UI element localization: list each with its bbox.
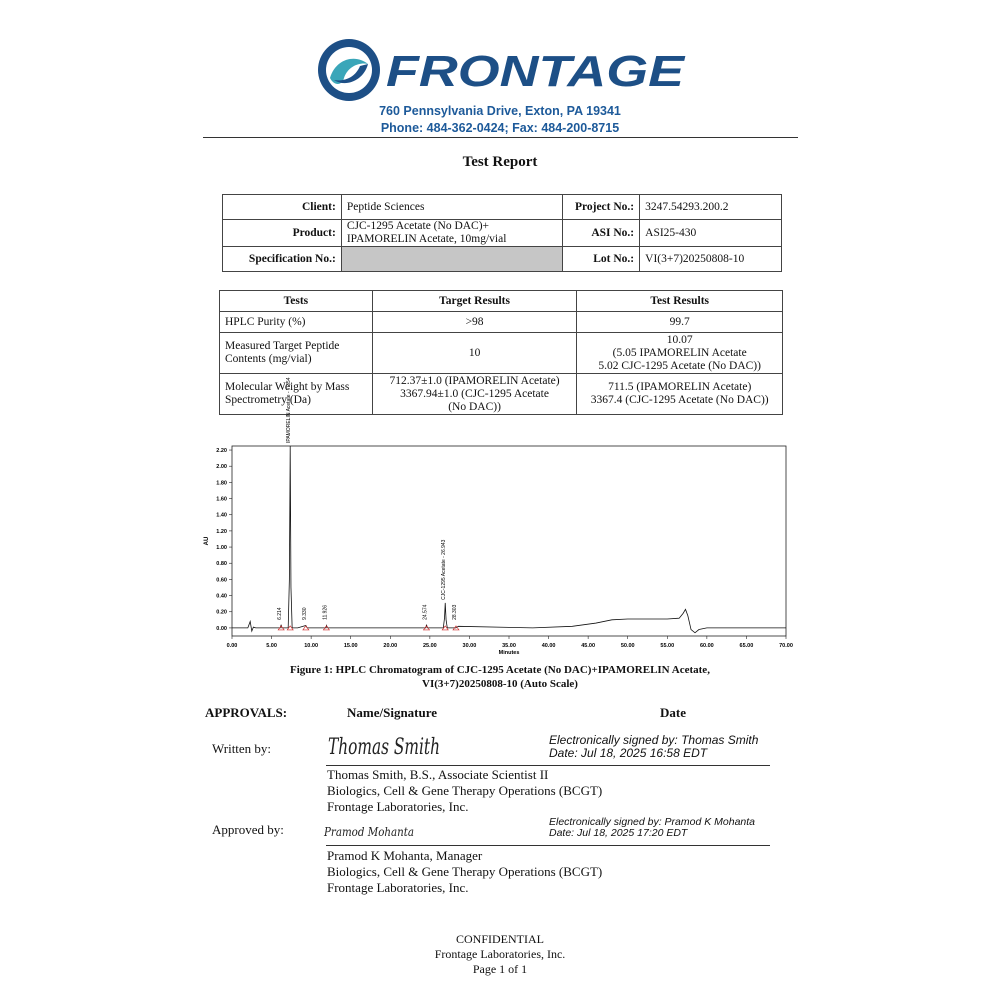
cell-line: 5.02 CJC-1295 Acetate (No DAC)) [598, 359, 761, 372]
cell-line: (No DAC)) [448, 400, 501, 413]
cell-line: 10.07 [666, 333, 693, 346]
x-tick-label: 35.00 [502, 643, 516, 649]
lot-value: VI(3+7)20250808-10 [640, 247, 782, 272]
project-label: Project No.: [563, 195, 640, 220]
x-tick-label: 60.00 [699, 643, 714, 649]
test-name-cell [220, 374, 373, 415]
client-label: Client: [223, 195, 342, 220]
report-title: Test Report [462, 154, 538, 170]
approved-by-label: Approved by: [212, 822, 284, 837]
spec-value [341, 247, 562, 272]
frontage-logo [316, 36, 688, 104]
peak-label: IPAMORELIN Acetate - 7.354 [286, 377, 293, 443]
cell-line: Contents (mg/vial) [225, 353, 312, 365]
x-tick-label: 0.00 [226, 643, 238, 649]
col-header-results: Test Results [577, 291, 783, 312]
cell-line: 712.37±1.0 (IPAMORELIN Acetate) [389, 374, 560, 387]
x-tick-label: 45.00 [581, 643, 596, 649]
x-tick-label: 15.00 [343, 643, 358, 649]
signature-text: Pramod Mohanta [323, 825, 414, 839]
project-value: 3247.54293.200.2 [640, 195, 782, 220]
peak-label: 6.214 [277, 607, 284, 620]
y-tick-label: 0.20 [216, 609, 227, 616]
x-tick-label: 10.00 [304, 643, 319, 649]
plot-frame [232, 446, 786, 636]
test-result-cell [577, 312, 783, 333]
cell-line: Measured Target Peptide [225, 340, 340, 352]
x-axis-label: Minutes [498, 650, 520, 656]
target-result-cell [372, 374, 577, 415]
cell-line: (5.05 IPAMORELIN Acetate [612, 346, 747, 359]
client-info-table [222, 194, 782, 272]
peak-label: 24.574 [422, 604, 429, 620]
signer-title: Pramod K Mohanta, Manager [327, 848, 483, 863]
test-results-table [219, 290, 783, 415]
signer-department: Biologics, Cell & Gene Therapy Operations (BCGT) [327, 783, 603, 798]
table-row [220, 333, 783, 374]
product-label: Product: [223, 220, 342, 247]
cell-line: Molecular Weight by Mass [225, 381, 350, 393]
col-header-tests: Tests [220, 291, 373, 312]
y-tick-label: 0.60 [216, 577, 227, 584]
cell-line: >98 [465, 315, 484, 328]
x-tick-label: 40.00 [541, 643, 556, 649]
signer-company: Frontage Laboratories, Inc. [327, 880, 469, 895]
asi-label: ASI No.: [563, 220, 640, 247]
spec-label: Specification No.: [223, 247, 342, 272]
e-signature-line: Electronically signed by: Pramod K Mohanta [549, 816, 756, 828]
chromatogram-trace [232, 446, 786, 633]
signature-rule [326, 845, 770, 846]
figure-caption: VI(3+7)20250808-10 (Auto Scale) [422, 678, 578, 690]
x-tick-label: 20.00 [383, 643, 398, 649]
signer-department: Biologics, Cell & Gene Therapy Operations (BCGT) [327, 864, 603, 879]
test-result-cell [577, 333, 783, 374]
header-divider [203, 137, 798, 138]
y-tick-label: 2.20 [216, 448, 227, 455]
y-tick-label: 0.00 [216, 625, 227, 632]
peak-label: 9.330 [301, 607, 308, 620]
cell-line: HPLC Purity (%) [225, 315, 306, 328]
product-line: CJC-1295 Acetate (No DAC)+ [346, 220, 490, 232]
x-tick-label: 5.00 [266, 643, 277, 649]
y-tick-label: 1.20 [216, 528, 227, 535]
y-tick-label: 1.40 [216, 512, 227, 519]
signature-rule [326, 765, 770, 766]
peak-label: 11.926 [322, 604, 329, 620]
y-tick-label: 0.80 [216, 561, 227, 568]
x-tick-label: 65.00 [739, 643, 754, 649]
e-signature-line: Electronically signed by: Thomas Smith [549, 733, 759, 747]
peak-label: CJC-1295 Acetate - 26.943 [441, 539, 448, 600]
footer-company: Frontage Laboratories, Inc. [434, 947, 566, 961]
product-line: IPAMORELIN Acetate, 10mg/vial [346, 233, 507, 245]
cell-line: 3367.94±1.0 (CJC-1295 Acetate [400, 387, 549, 400]
client-value: Peptide Sciences [341, 195, 562, 220]
cell-line: 99.7 [669, 315, 690, 328]
approvals-heading: APPROVALS: [205, 705, 288, 720]
signer-company: Frontage Laboratories, Inc. [327, 799, 469, 814]
e-signature-date: Date: Jul 18, 2025 17:20 EDT [549, 827, 688, 839]
x-tick-label: 70.00 [779, 643, 793, 649]
confidential-notice: CONFIDENTIAL [456, 932, 544, 946]
x-tick-label: 30.00 [462, 643, 477, 649]
peak-label: 28.303 [451, 604, 458, 620]
y-tick-label: 1.00 [216, 545, 227, 552]
x-tick-label: 25.00 [422, 643, 437, 649]
lot-label: Lot No.: [563, 247, 640, 272]
cell-line: 3367.4 (CJC-1295 Acetate (No DAC)) [590, 394, 769, 406]
signature-pramod-mohanta [322, 820, 442, 842]
page-number: Page 1 of 1 [472, 962, 528, 976]
x-tick-label: 50.00 [620, 643, 635, 649]
y-tick-label: 1.60 [216, 496, 227, 503]
cell-line: Spectrometry (Da) [225, 394, 311, 406]
address-line: 760 Pennsylvania Drive, Exton, PA 19341 [379, 104, 621, 118]
y-tick-label: 1.80 [216, 480, 227, 487]
y-axis-label: AU [204, 536, 210, 546]
table-row [220, 374, 783, 415]
product-value [341, 220, 562, 247]
y-tick-label: 0.40 [216, 593, 227, 600]
signature-thomas-smith [326, 728, 506, 762]
y-tick-label: 2.00 [216, 464, 227, 471]
logo-text: FRONTAGE [386, 47, 687, 96]
phone-fax-line: Phone: 484-362-0424; Fax: 484-200-8715 [380, 121, 620, 135]
test-name-cell [220, 312, 373, 333]
test-name-cell [220, 333, 373, 374]
date-heading: Date [660, 705, 686, 720]
test-result-cell [577, 374, 783, 415]
cell-line: 711.5 (IPAMORELIN Acetate) [608, 381, 752, 393]
signer-title: Thomas Smith, B.S., Associate Scientist II [327, 767, 549, 782]
signature-text: Thomas Smith [328, 735, 440, 760]
asi-value: ASI25-430 [640, 220, 782, 247]
figure-caption: Figure 1: HPLC Chromatogram of CJC-1295 Acetate (No DAC)+IPAMORELIN Acetate, [290, 664, 710, 676]
col-header-target: Target Results [372, 291, 577, 312]
cell-line: 10 [468, 346, 481, 359]
name-signature-heading: Name/Signature [347, 705, 438, 720]
target-result-cell [372, 312, 577, 333]
e-signature-date: Date: Jul 18, 2025 16:58 EDT [549, 746, 708, 760]
table-row [220, 312, 783, 333]
written-by-label: Written by: [212, 741, 272, 756]
x-tick-label: 55.00 [660, 643, 675, 649]
target-result-cell [372, 333, 577, 374]
